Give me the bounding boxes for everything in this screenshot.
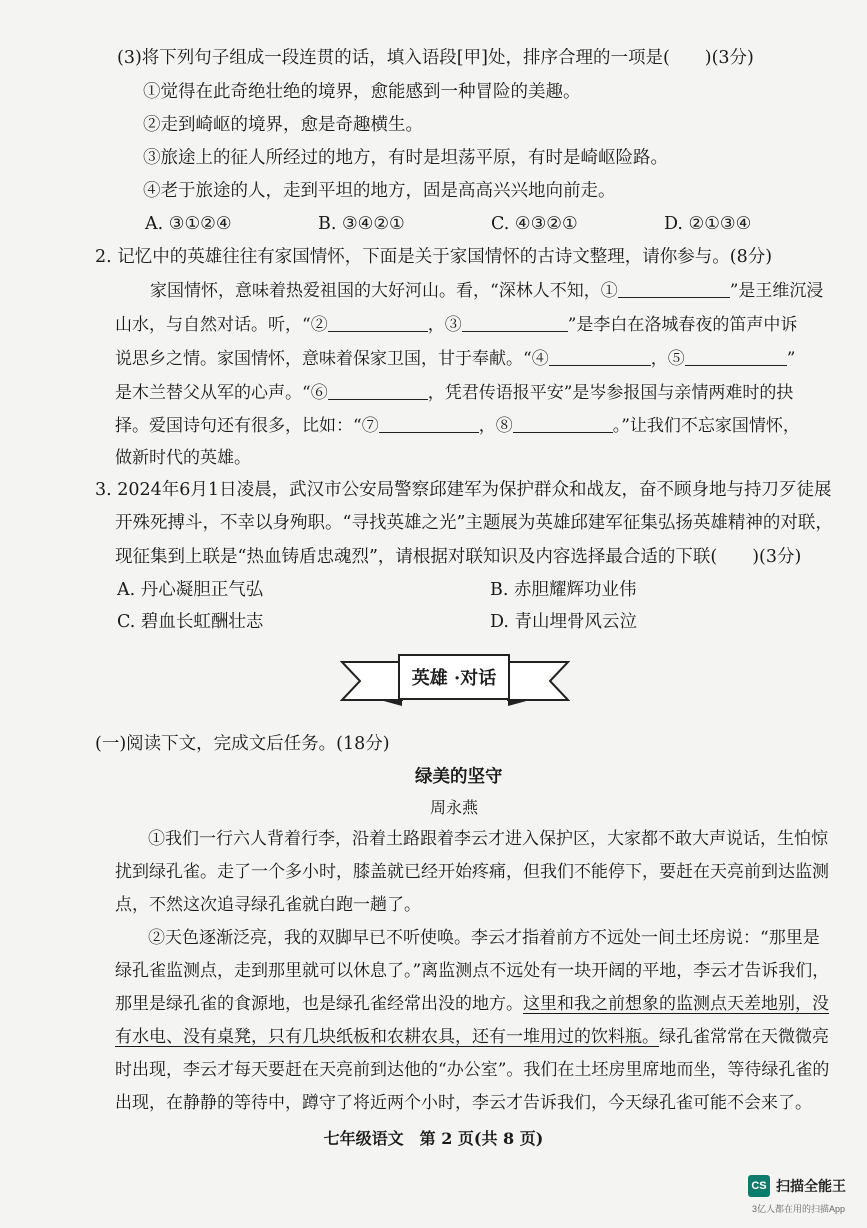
page-footer: 七年级语文 第 2 页(共 8 页) xyxy=(323,1129,544,1148)
q3-line-3: 现征集到上联是“热血铸盾忠魂烈”，请根据对联知识及内容选择最合适的下联( )(3分) xyxy=(115,547,802,567)
sentence-2: ②走到崎岖的境界，愈是奇趣横生。 xyxy=(143,115,423,135)
q2-line-2: 山水，与自然对话。听，“② ，③ ”是李白在洛城春夜的笛声中诉 xyxy=(115,315,798,335)
reading-intro: (一)阅读下文，完成文后任务。(18分) xyxy=(95,734,390,754)
article-title: 绿美的坚守 xyxy=(415,767,503,787)
q3-option-b: B. 赤胆耀辉功业伟 xyxy=(490,580,637,600)
underlined-sentence: 这里和我之前想象的监测点天差地别，没 xyxy=(523,994,829,1014)
q3-option-c: C. 碧血长虹酬壮志 xyxy=(117,612,264,632)
scanner-watermark xyxy=(748,1175,846,1197)
q2-line-3: 说思乡之情。家国情怀，意味着保家卫国，甘于奉献。“④ ，⑤ ” xyxy=(115,349,796,369)
sentence-3: ③旅途上的征人所经过的地方，有时是坦荡平原，有时是崎岖险路。 xyxy=(143,148,668,168)
para-1-line-1: ①我们一行六人背着行李，沿着土路跟着李云才进入保护区，大家都不敢大声说话，生怕惊 xyxy=(148,829,828,849)
q3-line-1: 3. 2024年6月1日凌晨，武汉市公安局警察邱建军为保护群众和战友，奋不顾身地与持刀歹徒展 xyxy=(95,480,832,500)
para-2-line-4: 有水电、没有桌凳，只有几块纸板和农耕农具，还有一堆用过的饮料瓶。绿孔雀常常在天微微亮 xyxy=(115,1027,829,1047)
watermark-subtitle: 3亿人都在用的扫描App xyxy=(752,1204,846,1214)
article-author: 周永燕 xyxy=(430,798,479,817)
sentence-1: ①觉得在此奇绝壮绝的境界，愈能感到一种冒险的美趣。 xyxy=(143,82,581,102)
option-b: B. ③④②① xyxy=(318,214,405,234)
section-title: 英雄 ·对话 xyxy=(398,654,510,700)
para-2-line-2: 绿孔雀监测点，走到那里就可以休息了。”离监测点不远处有一块开阔的平地，李云才告诉我们， xyxy=(115,961,830,981)
para-2-line-5: 时出现，李云才每天要赶在天亮前到达他的“办公室”。我们在土坯房里席地而坐，等待绿孔雀的 xyxy=(115,1060,830,1080)
para-2-line-1: ②天色逐渐泛亮，我的双脚早已不听使唤。李云才指着前方不远处一间土坯房说：“那里是 xyxy=(148,928,820,948)
option-c: C. ④③②① xyxy=(491,214,578,234)
question-stem: (3)将下列句子组成一段连贯的话，填入语段[甲]处，排序合理的一项是( )(3分) xyxy=(117,48,754,68)
watermark-name: 扫描全能王 xyxy=(776,1178,846,1194)
para-2-line-3: 那里是绿孔雀的食源地，也是绿孔雀经常出没的地方。这里和我之前想象的监测点天差地别，没 xyxy=(115,994,829,1014)
q2-line-5: 择。爱国诗句还有很多，比如：“⑦ ，⑧ 。”让我们不忘家国情怀， xyxy=(115,416,800,436)
option-a: A. ③①②④ xyxy=(145,214,232,234)
sentence-4: ④老于旅途的人，走到平坦的地方，固是高高兴兴地向前走。 xyxy=(143,181,616,201)
question-2-stem: 2. 记忆中的英雄往往有家国情怀，下面是关于家国情怀的古诗文整理，请你参与。(8分) xyxy=(95,247,773,267)
q2-line-6: 做新时代的英雄。 xyxy=(115,448,251,468)
para-1-line-2: 扰到绿孔雀。走了一个多小时，膝盖就已经开始疼痛，但我们不能停下，要赶在天亮前到达监测 xyxy=(115,862,829,882)
camscanner-icon: CS xyxy=(748,1175,770,1197)
underlined-sentence-cont: 有水电、没有桌凳，只有几块纸板和农耕农具，还有一堆用过的饮料瓶。 xyxy=(115,1027,659,1047)
q2-line-1: 家国情怀，意味着热爱祖国的大好河山。看，“深林人不知，① ”是王维沉浸 xyxy=(150,281,824,301)
q3-option-d: D. 青山埋骨风云泣 xyxy=(490,612,638,632)
section-ribbon xyxy=(340,650,570,710)
para-2-line-6: 出现，在静静的等待中，蹲守了将近两个小时，李云才告诉我们，今天绿孔雀可能不会来了。 xyxy=(115,1093,812,1113)
q3-line-2: 开殊死搏斗，不幸以身殉职。“寻找英雄之光”主题展为英雄邱建军征集弘扬英雄精神的对联， xyxy=(115,513,833,533)
para-1-line-3: 点，不然这次追寻绿孔雀就白跑一趟了。 xyxy=(115,895,421,915)
q3-option-a: A. 丹心凝胆正气弘 xyxy=(117,580,264,600)
option-d: D. ②①③④ xyxy=(664,214,752,234)
q2-line-4: 是木兰替父从军的心声。“⑥ ，凭君传语报平安”是岑参报国与亲情两难时的抉 xyxy=(115,383,794,403)
